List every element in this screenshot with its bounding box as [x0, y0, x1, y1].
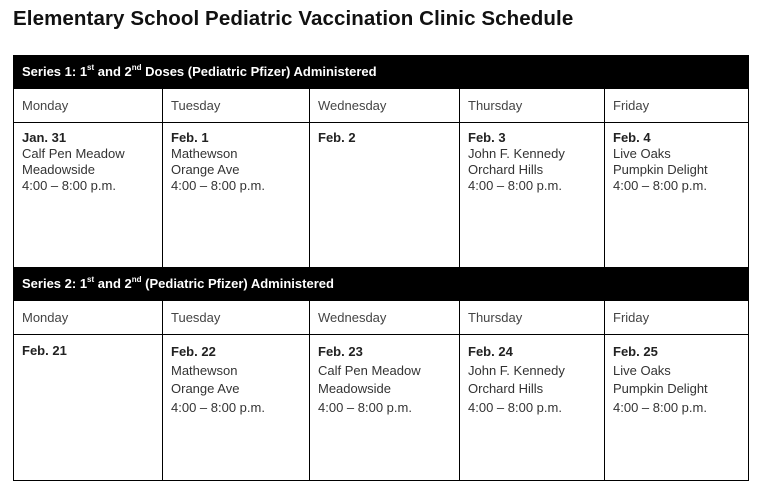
clinic-cell: [460, 335, 605, 481]
clinic-cell: [163, 335, 310, 481]
clinic-date: Feb. 2: [318, 130, 356, 145]
clinic-date: Jan. 31: [22, 130, 67, 145]
school-name: Mathewson: [171, 146, 238, 161]
clinic-cell: [605, 123, 749, 268]
day-header: Wednesday: [310, 89, 460, 123]
school-name: Meadowside: [22, 162, 95, 177]
school-name: Orange Ave: [171, 162, 240, 177]
series-1-header: Series 1: 1st and 2nd Doses (Pediatric Pfizer) Administered: [14, 56, 749, 89]
clinic-date: Feb. 1: [171, 130, 209, 145]
school-name: Orchard Hills: [468, 381, 544, 396]
series-2-clinic-row: [14, 335, 749, 481]
day-header: Tuesday: [163, 301, 310, 335]
school-name: Calf Pen Meadow: [318, 362, 421, 378]
clinic-cell: [14, 335, 163, 481]
series-2-header: Series 2: 1st and 2nd (Pediatric Pfizer) Administered: [14, 268, 749, 301]
page-title: Elementary School Pediatric Vaccination Clinic Schedule: [13, 7, 574, 30]
school-name: Meadowside: [318, 381, 391, 396]
clinic-time: 4:00 – 8:00 p.m.: [171, 399, 265, 415]
school-name: Live Oaks: [613, 146, 671, 161]
day-header: Tuesday: [163, 89, 310, 123]
school-name: Orange Ave: [171, 381, 240, 396]
day-header: Friday: [605, 89, 749, 123]
clinic-cell: [460, 123, 605, 268]
clinic-date: Feb. 25: [613, 344, 658, 359]
series-2-day-row: [14, 301, 749, 335]
school-name: Calf Pen Meadow: [22, 146, 125, 161]
day-header: Friday: [605, 301, 749, 335]
day-header: Wednesday: [310, 301, 460, 335]
day-header: Monday: [14, 301, 163, 335]
clinic-date: Feb. 23: [318, 344, 363, 359]
school-name: Pumpkin Delight: [613, 381, 708, 396]
school-name: Pumpkin Delight: [613, 162, 708, 177]
series-1-clinic-row: [14, 123, 749, 268]
clinic-date: Feb. 21: [22, 343, 67, 358]
day-header: Monday: [14, 89, 163, 123]
clinic-time: 4:00 – 8:00 p.m.: [468, 178, 562, 193]
clinic-time: 4:00 – 8:00 p.m.: [613, 399, 707, 415]
clinic-date: Feb. 22: [171, 344, 216, 359]
clinic-date: Feb. 3: [468, 130, 506, 145]
clinic-cell: [14, 123, 163, 268]
school-name: Orchard Hills: [468, 162, 544, 177]
series-1-header-row: [14, 56, 749, 89]
clinic-time: 4:00 – 8:00 p.m.: [468, 399, 562, 415]
clinic-cell: [163, 123, 310, 268]
clinic-time: 4:00 – 8:00 p.m.: [171, 178, 265, 193]
clinic-cell: [310, 123, 460, 268]
day-header: Thursday: [460, 301, 605, 335]
clinic-date: Feb. 24: [468, 344, 513, 359]
series-1-day-row: [14, 89, 749, 123]
school-name: John F. Kennedy: [468, 146, 565, 161]
school-name: John F. Kennedy: [468, 362, 565, 378]
clinic-date: Feb. 4: [613, 130, 651, 145]
school-name: Mathewson: [171, 362, 238, 378]
day-header: Thursday: [460, 89, 605, 123]
clinic-cell: [605, 335, 749, 481]
clinic-time: 4:00 – 8:00 p.m.: [22, 178, 116, 193]
clinic-time: 4:00 – 8:00 p.m.: [318, 399, 412, 415]
clinic-cell: [310, 335, 460, 481]
school-name: Live Oaks: [613, 362, 671, 378]
clinic-time: 4:00 – 8:00 p.m.: [613, 178, 707, 193]
schedule-table: [13, 55, 749, 481]
series-2-header-row: [14, 268, 749, 301]
